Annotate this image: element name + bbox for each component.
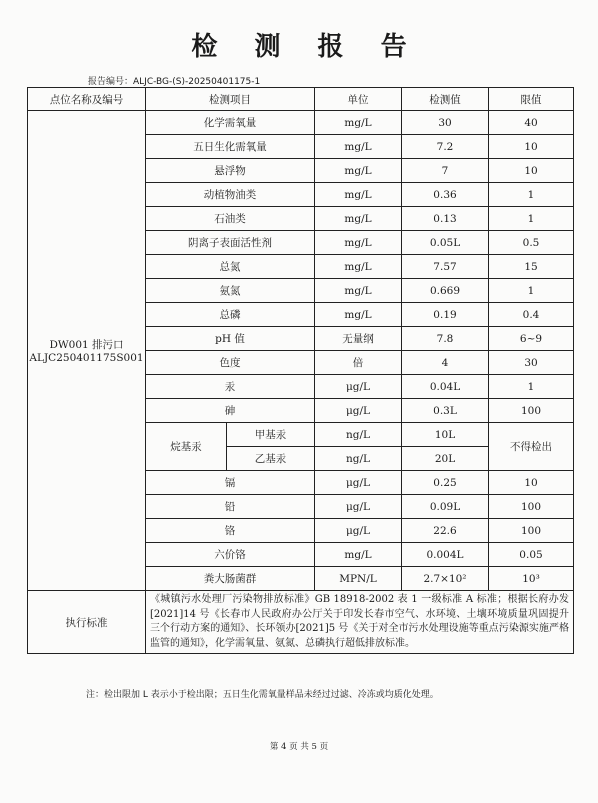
value-cell: 0.25 [402, 471, 489, 495]
item-cell: 总磷 [146, 303, 315, 327]
point-code: ALJC250401175S001 [29, 352, 144, 364]
value-cell: 0.004L [402, 543, 489, 567]
item-cell: 铅 [146, 495, 315, 519]
item-cell: 铬 [146, 519, 315, 543]
value-cell: 20L [402, 447, 489, 471]
unit-cell: 无量纲 [315, 327, 402, 351]
item-cell: 石油类 [146, 207, 315, 231]
item-cell: 氨氮 [146, 279, 315, 303]
unit-cell: mg/L [315, 207, 402, 231]
unit-cell: μg/L [315, 471, 402, 495]
value-cell: 7.57 [402, 255, 489, 279]
limit-cell: 40 [489, 111, 574, 135]
limit-cell: 10 [489, 471, 574, 495]
header-unit: 单位 [315, 88, 402, 111]
unit-cell: mg/L [315, 183, 402, 207]
item-cell: 粪大肠菌群 [146, 567, 315, 591]
alkyl-mercury-group: 烷基汞 [146, 423, 227, 471]
standard-row [28, 591, 574, 654]
item-cell: 六价铬 [146, 543, 315, 567]
value-cell: 4 [402, 351, 489, 375]
standard-label: 执行标准 [28, 591, 146, 654]
limit-cell: 1 [489, 279, 574, 303]
value-cell: 7 [402, 159, 489, 183]
value-cell: 0.19 [402, 303, 489, 327]
unit-cell: 倍 [315, 351, 402, 375]
value-cell: 0.04L [402, 375, 489, 399]
report-number: 报告编号：ALJC-BG-(S)-20250401175-1 [88, 77, 261, 87]
item-cell: pH 值 [146, 327, 315, 351]
value-cell: 0.13 [402, 207, 489, 231]
unit-cell: mg/L [315, 231, 402, 255]
item-cell: 镉 [146, 471, 315, 495]
item-cell: 五日生化需氧量 [146, 135, 315, 159]
limit-cell: 100 [489, 399, 574, 423]
value-cell: 30 [402, 111, 489, 135]
page-number: 第 4 页 共 5 页 [269, 742, 329, 752]
unit-cell: mg/L [315, 303, 402, 327]
unit-cell: μg/L [315, 495, 402, 519]
value-cell: 0.36 [402, 183, 489, 207]
test-results-table [27, 87, 574, 654]
limit-cell: 10 [489, 159, 574, 183]
limit-cell: 1 [489, 183, 574, 207]
unit-cell: μg/L [315, 519, 402, 543]
item-cell: 甲基汞 [227, 423, 315, 447]
unit-cell: ng/L [315, 423, 402, 447]
item-cell: 总氮 [146, 255, 315, 279]
limit-cell: 0.05 [489, 543, 574, 567]
value-cell: 7.8 [402, 327, 489, 351]
value-cell: 0.669 [402, 279, 489, 303]
unit-cell: mg/L [315, 543, 402, 567]
value-cell: 22.6 [402, 519, 489, 543]
table-row [28, 111, 574, 135]
unit-cell: mg/L [315, 279, 402, 303]
item-cell: 悬浮物 [146, 159, 315, 183]
value-cell: 0.3L [402, 399, 489, 423]
value-cell: 7.2 [402, 135, 489, 159]
limit-cell: 0.5 [489, 231, 574, 255]
limit-cell: 15 [489, 255, 574, 279]
item-cell: 色度 [146, 351, 315, 375]
value-cell: 2.7×10² [402, 567, 489, 591]
standard-text: 《城镇污水处理厂污染物排放标准》GB 18918-2002 表 1 一级标准 A 标准；根据长府办发[2021]14 号《长春市人民政府办公厅关于印发长春市空气、水环境、土壤环境质量巩固提升三个行动方案的通知》、长环领办[2021]5 号《关于对全市污水处理设施等重点污染源实施严格监管的通知》，化学需氧量、氨氮、总磷执行超低排放标准。 [146, 591, 574, 654]
point-name: DW001 排污口 [49, 339, 124, 351]
unit-cell: mg/L [315, 159, 402, 183]
limit-cell: 不得检出 [489, 423, 574, 471]
unit-cell: MPN/L [315, 567, 402, 591]
unit-cell: mg/L [315, 111, 402, 135]
table-header-row [28, 88, 574, 111]
point-cell [28, 111, 146, 591]
header-point: 点位名称及编号 [28, 88, 146, 111]
limit-cell: 1 [489, 207, 574, 231]
item-cell: 汞 [146, 375, 315, 399]
limit-cell: 1 [489, 375, 574, 399]
limit-cell: 100 [489, 519, 574, 543]
limit-cell: 0.4 [489, 303, 574, 327]
unit-cell: μg/L [315, 399, 402, 423]
item-cell: 动植物油类 [146, 183, 315, 207]
footnote: 注：检出限加 L 表示小于检出限；五日生化需氧量样品未经过过滤、冷冻或均质化处理。 [86, 690, 439, 700]
limit-cell: 10 [489, 135, 574, 159]
limit-cell: 100 [489, 495, 574, 519]
unit-cell: mg/L [315, 255, 402, 279]
header-item: 检测项目 [146, 88, 315, 111]
value-cell: 0.09L [402, 495, 489, 519]
value-cell: 10L [402, 423, 489, 447]
unit-cell: ng/L [315, 447, 402, 471]
item-cell: 乙基汞 [227, 447, 315, 471]
item-cell: 阴离子表面活性剂 [146, 231, 315, 255]
unit-cell: mg/L [315, 135, 402, 159]
limit-cell: 30 [489, 351, 574, 375]
header-value: 检测值 [402, 88, 489, 111]
report-title: 检 测 报 告 [191, 32, 421, 62]
limit-cell: 10³ [489, 567, 574, 591]
unit-cell: μg/L [315, 375, 402, 399]
item-cell: 化学需氧量 [146, 111, 315, 135]
item-cell: 砷 [146, 399, 315, 423]
header-limit: 限值 [489, 88, 574, 111]
value-cell: 0.05L [402, 231, 489, 255]
limit-cell: 6~9 [489, 327, 574, 351]
